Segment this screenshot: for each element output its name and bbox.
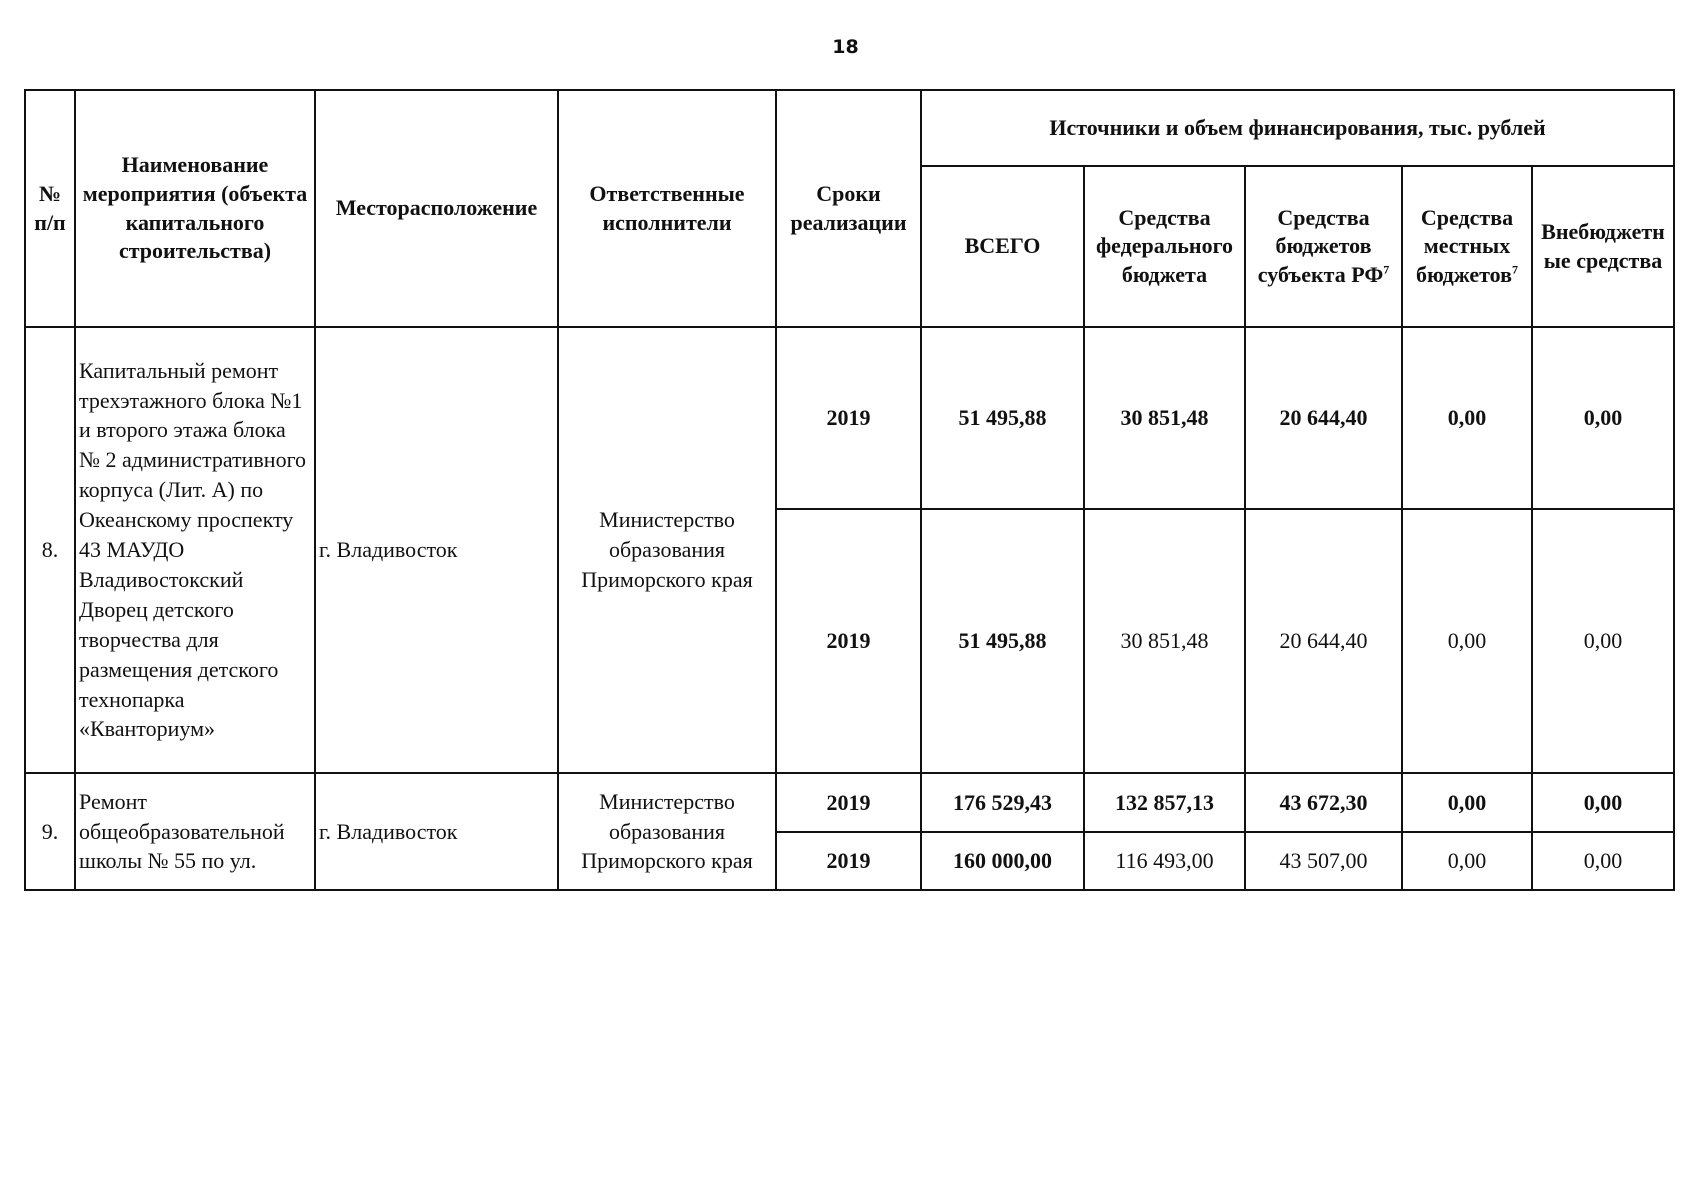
federal-cell: 30 851,48 — [1084, 327, 1245, 509]
year-cell: 2019 — [776, 509, 921, 773]
project-executor: Министерство образования Приморского края — [558, 327, 776, 773]
local-cell: 0,00 — [1402, 773, 1532, 832]
page-number: 18 — [832, 36, 859, 58]
table-row — [25, 773, 1674, 832]
header-extra: Внебюджетн ые средства — [1532, 166, 1674, 327]
year-cell: 2019 — [776, 773, 921, 832]
header-name: Наименование мероприятия (объекта капитального строительства) — [75, 90, 315, 327]
header-regional: Средства бюджетов субъекта $РФ^7$ — [1245, 166, 1402, 327]
funding-table — [24, 89, 1675, 891]
regional-cell: 43 672,30 — [1245, 773, 1402, 832]
total-cell: 51 495,88 — [921, 509, 1084, 773]
regional-cell: 43 507,00 — [1245, 832, 1402, 890]
header-federal: Средства федерального бюджета — [1084, 166, 1245, 327]
project-location: г. Владивосток — [315, 327, 558, 773]
header-local: Средства местных бюджетов$^7$ — [1402, 166, 1532, 327]
extra-cell: 0,00 — [1532, 327, 1674, 509]
year-cell: 2019 — [776, 832, 921, 890]
project-name: Капитальный ремонт трехэтажного блока №1 и второго этажа блока № 2 административного корпуса (Лит. А) по Океанскому проспекту 43 МАУДО Владивостокский Дворец детского творчества для размещения детского технопарка «Кванториум» — [75, 327, 315, 773]
header-funding-group: Источники и объем финансирования, тыс. рублей — [921, 90, 1674, 166]
local-cell: 0,00 — [1402, 509, 1532, 773]
extra-cell: 0,00 — [1532, 509, 1674, 773]
header-num: № п/п — [25, 90, 75, 327]
project-location: г. Владивосток — [315, 773, 558, 890]
year-cell: 2019 — [776, 327, 921, 509]
federal-cell: 30 851,48 — [1084, 509, 1245, 773]
federal-cell: 132 857,13 — [1084, 773, 1245, 832]
header-total: ВСЕГО — [921, 166, 1084, 327]
extra-cell: 0,00 — [1532, 832, 1674, 890]
extra-cell: 0,00 — [1532, 773, 1674, 832]
federal-cell: 116 493,00 — [1084, 832, 1245, 890]
regional-cell: 20 644,40 — [1245, 509, 1402, 773]
header-terms: Сроки реализации — [776, 90, 921, 327]
project-name: Ремонт общеобразовательной школы № 55 по ул. — [75, 773, 315, 890]
regional-cell: 20 644,40 — [1245, 327, 1402, 509]
local-cell: 0,00 — [1402, 832, 1532, 890]
header-location: Месторасположение — [315, 90, 558, 327]
table-row — [25, 327, 1674, 509]
row-number: 9. — [25, 773, 75, 890]
total-cell: 176 529,43 — [921, 773, 1084, 832]
local-cell: 0,00 — [1402, 327, 1532, 509]
total-cell: 160 000,00 — [921, 832, 1084, 890]
total-cell: 51 495,88 — [921, 327, 1084, 509]
project-executor: Министерство образования Приморского края — [558, 773, 776, 890]
header-executors: Ответственные исполнители — [558, 90, 776, 327]
row-number: 8. — [25, 327, 75, 773]
